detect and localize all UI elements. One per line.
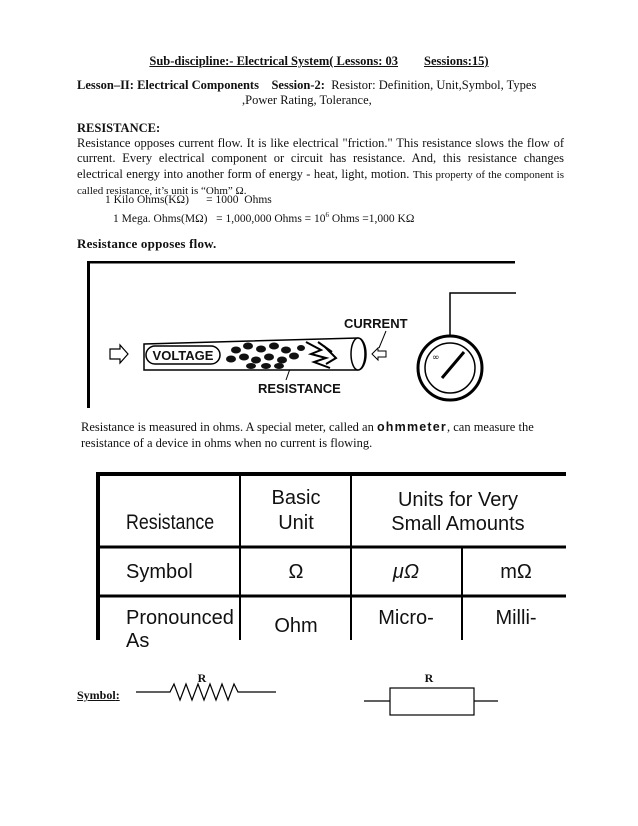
row-pronounced-milli: Milli- <box>495 607 537 629</box>
current-pointer <box>379 331 386 348</box>
row-pronounced-label: Pronounced <box>126 607 234 629</box>
unit-mega-exp: 6 <box>325 211 330 219</box>
resistance-flow-figure <box>86 258 516 408</box>
row-pronounced-cont: As <box>126 630 150 652</box>
row-symbol-label: Symbol <box>126 561 193 583</box>
lesson-title: Lesson–II: Electrical Components <box>77 78 259 92</box>
voltage-label: VOLTAGE <box>152 348 214 363</box>
header-basic-line2: Unit <box>278 512 314 534</box>
zigzag-resistor-symbol <box>128 670 278 710</box>
paragraph-small: This property of the component is called resistance, it’s unit is “Ohm” Ω. <box>77 168 565 198</box>
symbol-label: Symbol: <box>77 688 120 702</box>
symbol-label-text: Symbol <box>77 688 116 702</box>
pipe-end <box>351 338 365 370</box>
box-body <box>390 688 474 715</box>
frame-left-edge <box>87 261 90 408</box>
resistance-heading: RESISTANCE: <box>77 121 161 135</box>
row-pronounced-basic: Ohm <box>274 615 318 637</box>
header-left: Sub-discipline:- Electrical System( Lessons: 03 <box>149 54 398 68</box>
resistance-label: RESISTANCE <box>258 381 341 396</box>
output-arrow <box>372 348 386 360</box>
current-label: CURRENT <box>344 316 408 331</box>
header-basic-line1: Basic <box>271 487 321 509</box>
row-symbol-basic: Ω <box>288 561 304 583</box>
resistor-2-label: R <box>424 671 434 685</box>
topics-line1: Resistor: Definition, Unit,Symbol, Types <box>331 78 537 92</box>
unit-mega <box>105 208 414 227</box>
topics-line2: ,Power Rating, Tolerance, <box>242 93 372 107</box>
box-resistor-symbol <box>360 670 510 720</box>
measure-before: Resistance is measured in ohms. A special meter, called an <box>81 420 377 434</box>
row-pronounced-micro: Micro- <box>378 607 434 629</box>
meter-infinity: ∞ <box>432 353 440 363</box>
header-right: Sessions:15) <box>424 54 489 68</box>
resistance-paragraph <box>77 136 564 200</box>
ohmmeter-term: ohmmeter <box>376 420 447 434</box>
unit-conversions <box>105 193 414 227</box>
frame-top-edge <box>87 261 515 264</box>
page-header <box>0 54 638 69</box>
unit-mega-suffix: Ohms =1,000 KΩ <box>329 212 415 225</box>
measure-paragraph <box>81 419 571 451</box>
header-resistance: Resistance <box>126 510 215 535</box>
row-symbol-milli: mΩ <box>500 561 532 583</box>
header-small-line1: Units for Very <box>397 489 519 511</box>
header-small-line2: Small Amounts <box>391 513 525 535</box>
session-label: Session-2: <box>271 78 325 92</box>
input-arrow <box>110 345 128 363</box>
paragraph-main: Resistance opposes current flow. It is like electrical "friction." This resistance slows the flow of current. Every electrical component or circuit has resistance. And, this resistance changes electrical energy into another form of energy - heat, light, motion. <box>77 136 564 181</box>
unit-mega-prefix: 1 Mega. Ohms(MΩ) = 1,000,000 Ohms = 10 <box>113 212 326 225</box>
unit-kilo: 1 Kilo Ohms(KΩ) = 1000 Ohms <box>105 194 272 206</box>
resistance-units-table <box>96 472 566 652</box>
resistor-1-label: R <box>197 671 207 685</box>
flow-title: Resistance opposes flow. <box>77 236 217 251</box>
row-symbol-micro: μΩ <box>392 561 420 583</box>
measure-after: , can measure the resistance of a device in ohms when no current is flowing. <box>81 420 534 450</box>
lesson-line <box>77 78 577 108</box>
zigzag-path <box>136 684 276 700</box>
